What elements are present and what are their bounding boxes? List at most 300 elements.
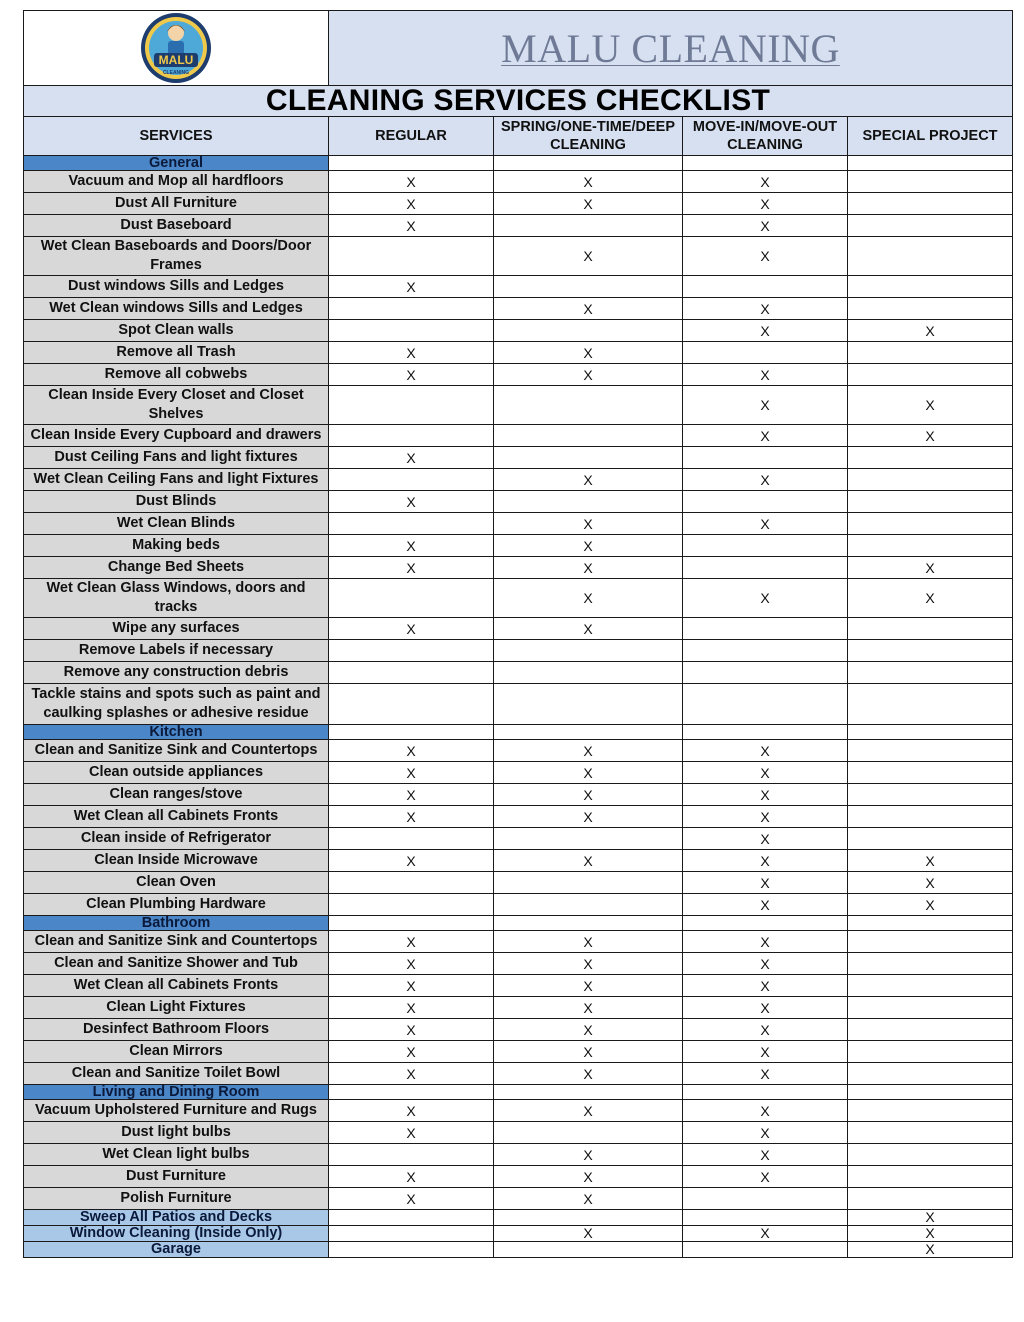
- service-name: Wet Clean all Cabinets Fronts: [24, 975, 329, 997]
- service-name: Wet Clean all Cabinets Fronts: [24, 806, 329, 828]
- service-name: Wipe any surfaces: [24, 618, 329, 640]
- table-row: [24, 684, 1013, 725]
- mark-cell-regular: [329, 872, 494, 894]
- mark-cell-regular: X: [329, 1041, 494, 1063]
- table-row: [24, 1019, 1013, 1041]
- table-row: [24, 298, 1013, 320]
- mark-cell-move-in-out: [683, 640, 848, 662]
- mark-cell-special-project: [848, 469, 1013, 491]
- mark-cell-move-in-out: X: [683, 298, 848, 320]
- mark-cell-special-project: [848, 997, 1013, 1019]
- page-title: CLEANING SERVICES CHECKLIST: [24, 86, 1013, 117]
- mark-cell-regular: [329, 684, 494, 725]
- mark-cell-deep-cleaning: [494, 1122, 683, 1144]
- table-row: [24, 872, 1013, 894]
- mark-cell-move-in-out: X: [683, 215, 848, 237]
- table-row: [24, 784, 1013, 806]
- service-name: Dust Baseboard: [24, 215, 329, 237]
- mark-cell-move-in-out: X: [683, 953, 848, 975]
- mark-cell-deep-cleaning: X: [494, 1226, 683, 1242]
- service-name: Remove all Trash: [24, 342, 329, 364]
- table-row: [24, 1041, 1013, 1063]
- mark-cell-deep-cleaning: X: [494, 1063, 683, 1085]
- section-header-row: [24, 1085, 1013, 1100]
- table-row: [24, 171, 1013, 193]
- mark-cell-special-project: X: [848, 557, 1013, 579]
- table-row: [24, 491, 1013, 513]
- mark-cell-special-project: X: [848, 894, 1013, 916]
- mark-cell-deep-cleaning: X: [494, 850, 683, 872]
- mark-cell-deep-cleaning: [494, 320, 683, 342]
- service-name: Clean Inside Every Cupboard and drawers: [24, 425, 329, 447]
- mark-cell-special-project: [848, 784, 1013, 806]
- mark-cell-move-in-out: X: [683, 762, 848, 784]
- mark-cell-regular: X: [329, 1188, 494, 1210]
- mark-cell-regular: X: [329, 447, 494, 469]
- mark-cell-regular: X: [329, 1100, 494, 1122]
- mark-cell-deep-cleaning: [494, 640, 683, 662]
- mark-cell-deep-cleaning: X: [494, 342, 683, 364]
- mark-cell-special-project: X: [848, 386, 1013, 425]
- service-name: Clean Plumbing Hardware: [24, 894, 329, 916]
- mark-cell-special-project: [848, 916, 1013, 931]
- mark-cell-move-in-out: [683, 1085, 848, 1100]
- mark-cell-regular: X: [329, 740, 494, 762]
- mark-cell-deep-cleaning: [494, 725, 683, 740]
- mark-cell-regular: [329, 237, 494, 276]
- mark-cell-special-project: [848, 364, 1013, 386]
- mark-cell-move-in-out: [683, 447, 848, 469]
- service-name: Clean and Sanitize Sink and Countertops: [24, 931, 329, 953]
- table-row: [24, 1226, 1013, 1242]
- service-name: Clean Inside Every Closet and Closet Shelves: [24, 386, 329, 425]
- mark-cell-move-in-out: [683, 1242, 848, 1258]
- mark-cell-regular: X: [329, 491, 494, 513]
- mark-cell-move-in-out: X: [683, 1226, 848, 1242]
- service-name: Remove Labels if necessary: [24, 640, 329, 662]
- service-name: Window Cleaning (Inside Only): [24, 1226, 329, 1242]
- mark-cell-deep-cleaning: X: [494, 469, 683, 491]
- mark-cell-deep-cleaning: [494, 1242, 683, 1258]
- mark-cell-regular: [329, 640, 494, 662]
- mark-cell-regular: [329, 1144, 494, 1166]
- section-title: General: [24, 156, 329, 171]
- mark-cell-regular: [329, 425, 494, 447]
- mark-cell-move-in-out: X: [683, 1166, 848, 1188]
- mark-cell-special-project: [848, 1085, 1013, 1100]
- service-name: Dust light bulbs: [24, 1122, 329, 1144]
- mark-cell-deep-cleaning: [494, 276, 683, 298]
- mark-cell-special-project: [848, 1019, 1013, 1041]
- mark-cell-move-in-out: X: [683, 806, 848, 828]
- mark-cell-deep-cleaning: [494, 828, 683, 850]
- table-row: [24, 931, 1013, 953]
- mark-cell-deep-cleaning: [494, 684, 683, 725]
- table-row: [24, 386, 1013, 425]
- mark-cell-special-project: [848, 171, 1013, 193]
- table-row: [24, 828, 1013, 850]
- service-name: Clean inside of Refrigerator: [24, 828, 329, 850]
- mark-cell-move-in-out: [683, 491, 848, 513]
- mark-cell-special-project: [848, 447, 1013, 469]
- service-name: Wet Clean Ceiling Fans and light Fixtures: [24, 469, 329, 491]
- mark-cell-special-project: X: [848, 1242, 1013, 1258]
- section-header-row: [24, 156, 1013, 171]
- mark-cell-regular: X: [329, 364, 494, 386]
- mark-cell-regular: X: [329, 784, 494, 806]
- mark-cell-regular: [329, 916, 494, 931]
- service-name: Remove any construction debris: [24, 662, 329, 684]
- service-name: Clean Mirrors: [24, 1041, 329, 1063]
- mark-cell-deep-cleaning: X: [494, 975, 683, 997]
- service-name: Garage: [24, 1242, 329, 1258]
- mark-cell-move-in-out: X: [683, 1041, 848, 1063]
- mark-cell-move-in-out: X: [683, 425, 848, 447]
- table-row: [24, 1122, 1013, 1144]
- mark-cell-move-in-out: X: [683, 828, 848, 850]
- service-name: Sweep All Patios and Decks: [24, 1210, 329, 1226]
- mark-cell-regular: [329, 579, 494, 618]
- section-header-row: [24, 725, 1013, 740]
- mark-cell-deep-cleaning: X: [494, 1019, 683, 1041]
- mark-cell-regular: [329, 828, 494, 850]
- table-row: [24, 640, 1013, 662]
- service-name: Wet Clean Baseboards and Doors/Door Frames: [24, 237, 329, 276]
- company-logo: [136, 11, 216, 85]
- mark-cell-move-in-out: X: [683, 1100, 848, 1122]
- mark-cell-regular: [329, 320, 494, 342]
- mark-cell-deep-cleaning: X: [494, 806, 683, 828]
- table-row: [24, 762, 1013, 784]
- mark-cell-deep-cleaning: X: [494, 997, 683, 1019]
- table-row: [24, 364, 1013, 386]
- mark-cell-regular: X: [329, 931, 494, 953]
- table-row: [24, 342, 1013, 364]
- mark-cell-regular: [329, 1226, 494, 1242]
- mark-cell-regular: X: [329, 618, 494, 640]
- mark-cell-move-in-out: X: [683, 171, 848, 193]
- mark-cell-special-project: [848, 156, 1013, 171]
- mark-cell-special-project: X: [848, 1210, 1013, 1226]
- table-row: [24, 447, 1013, 469]
- mark-cell-regular: X: [329, 997, 494, 1019]
- mark-cell-regular: X: [329, 1166, 494, 1188]
- service-name: Wet Clean Blinds: [24, 513, 329, 535]
- mark-cell-regular: [329, 298, 494, 320]
- checklist-table: [23, 10, 1013, 1258]
- mark-cell-special-project: X: [848, 1226, 1013, 1242]
- mark-cell-special-project: [848, 513, 1013, 535]
- mark-cell-deep-cleaning: X: [494, 1144, 683, 1166]
- mark-cell-move-in-out: [683, 684, 848, 725]
- mark-cell-regular: X: [329, 1122, 494, 1144]
- table-row: [24, 740, 1013, 762]
- mark-cell-regular: [329, 725, 494, 740]
- service-name: Wet Clean windows Sills and Ledges: [24, 298, 329, 320]
- service-name: Clean ranges/stove: [24, 784, 329, 806]
- mark-cell-regular: [329, 469, 494, 491]
- mark-cell-special-project: [848, 237, 1013, 276]
- mark-cell-special-project: [848, 215, 1013, 237]
- brand-title: MALU CLEANING: [501, 25, 840, 71]
- mark-cell-deep-cleaning: X: [494, 1100, 683, 1122]
- mark-cell-regular: [329, 662, 494, 684]
- mark-cell-deep-cleaning: [494, 1210, 683, 1226]
- table-row: [24, 276, 1013, 298]
- mark-cell-special-project: [848, 535, 1013, 557]
- mark-cell-special-project: X: [848, 320, 1013, 342]
- mark-cell-deep-cleaning: X: [494, 513, 683, 535]
- mark-cell-regular: X: [329, 535, 494, 557]
- mark-cell-move-in-out: X: [683, 513, 848, 535]
- table-row: [24, 806, 1013, 828]
- mark-cell-special-project: [848, 828, 1013, 850]
- mark-cell-special-project: [848, 276, 1013, 298]
- mark-cell-move-in-out: X: [683, 931, 848, 953]
- mark-cell-deep-cleaning: X: [494, 171, 683, 193]
- service-name: Polish Furniture: [24, 1188, 329, 1210]
- mark-cell-deep-cleaning: X: [494, 535, 683, 557]
- mark-cell-deep-cleaning: X: [494, 557, 683, 579]
- mark-cell-deep-cleaning: X: [494, 298, 683, 320]
- service-name: Spot Clean walls: [24, 320, 329, 342]
- service-name: Tackle stains and spots such as paint and caulking splashes or adhesive residue: [24, 684, 329, 725]
- section-title: Kitchen: [24, 725, 329, 740]
- mark-cell-special-project: [848, 684, 1013, 725]
- table-row: [24, 193, 1013, 215]
- table-row: [24, 237, 1013, 276]
- mark-cell-deep-cleaning: [494, 447, 683, 469]
- service-name: Dust windows Sills and Ledges: [24, 276, 329, 298]
- checklist-sheet: [23, 10, 1012, 1258]
- brand-cell: [329, 11, 1013, 86]
- service-name: Clean Oven: [24, 872, 329, 894]
- mark-cell-regular: [329, 156, 494, 171]
- mark-cell-deep-cleaning: X: [494, 953, 683, 975]
- mark-cell-deep-cleaning: X: [494, 784, 683, 806]
- service-name: Dust Furniture: [24, 1166, 329, 1188]
- mark-cell-regular: [329, 1210, 494, 1226]
- mark-cell-special-project: [848, 953, 1013, 975]
- svg-text:CLEANING: CLEANING: [162, 70, 190, 76]
- mark-cell-regular: [329, 513, 494, 535]
- mark-cell-special-project: [848, 725, 1013, 740]
- mark-cell-special-project: [848, 1188, 1013, 1210]
- table-row: [24, 1242, 1013, 1258]
- mark-cell-special-project: [848, 618, 1013, 640]
- svg-text:MALU: MALU: [158, 53, 194, 67]
- mark-cell-move-in-out: X: [683, 975, 848, 997]
- table-row: [24, 1144, 1013, 1166]
- mark-cell-special-project: X: [848, 850, 1013, 872]
- mark-cell-special-project: [848, 931, 1013, 953]
- table-row: [24, 469, 1013, 491]
- column-header-services: SERVICES: [24, 117, 329, 156]
- mark-cell-regular: [329, 386, 494, 425]
- section-title: Bathroom: [24, 916, 329, 931]
- mark-cell-deep-cleaning: X: [494, 237, 683, 276]
- logo-cell: [24, 11, 329, 86]
- service-name: Vacuum and Mop all hardfloors: [24, 171, 329, 193]
- table-row: [24, 320, 1013, 342]
- column-header-move-in-out: MOVE-IN/MOVE-OUT CLEANING: [683, 117, 848, 156]
- mark-cell-special-project: [848, 193, 1013, 215]
- mark-cell-move-in-out: X: [683, 1122, 848, 1144]
- mark-cell-move-in-out: X: [683, 997, 848, 1019]
- mark-cell-move-in-out: [683, 557, 848, 579]
- service-name: Clean and Sanitize Sink and Countertops: [24, 740, 329, 762]
- mark-cell-regular: X: [329, 193, 494, 215]
- mark-cell-regular: X: [329, 342, 494, 364]
- mark-cell-special-project: [848, 662, 1013, 684]
- mark-cell-move-in-out: X: [683, 364, 848, 386]
- column-header-regular: REGULAR: [329, 117, 494, 156]
- mark-cell-deep-cleaning: X: [494, 762, 683, 784]
- mark-cell-regular: X: [329, 806, 494, 828]
- mark-cell-move-in-out: X: [683, 894, 848, 916]
- mark-cell-move-in-out: [683, 618, 848, 640]
- mark-cell-move-in-out: [683, 535, 848, 557]
- mark-cell-regular: [329, 1085, 494, 1100]
- mark-cell-special-project: X: [848, 872, 1013, 894]
- table-row: [24, 425, 1013, 447]
- service-name: Clean and Sanitize Toilet Bowl: [24, 1063, 329, 1085]
- mark-cell-move-in-out: X: [683, 784, 848, 806]
- mark-cell-regular: [329, 894, 494, 916]
- mark-cell-deep-cleaning: X: [494, 618, 683, 640]
- service-name: Making beds: [24, 535, 329, 557]
- service-name: Dust Blinds: [24, 491, 329, 513]
- table-row: [24, 1188, 1013, 1210]
- mark-cell-regular: X: [329, 171, 494, 193]
- mark-cell-regular: X: [329, 1019, 494, 1041]
- table-row: [24, 850, 1013, 872]
- mark-cell-special-project: [848, 298, 1013, 320]
- mark-cell-move-in-out: X: [683, 872, 848, 894]
- mark-cell-regular: X: [329, 557, 494, 579]
- mark-cell-special-project: [848, 342, 1013, 364]
- mark-cell-move-in-out: [683, 1188, 848, 1210]
- mark-cell-move-in-out: [683, 916, 848, 931]
- mark-cell-regular: X: [329, 953, 494, 975]
- service-name: Clean outside appliances: [24, 762, 329, 784]
- mark-cell-regular: X: [329, 850, 494, 872]
- service-name: Clean Light Fixtures: [24, 997, 329, 1019]
- mark-cell-special-project: X: [848, 579, 1013, 618]
- table-row: [24, 953, 1013, 975]
- mark-cell-special-project: [848, 1144, 1013, 1166]
- mark-cell-deep-cleaning: X: [494, 1166, 683, 1188]
- service-name: Remove all cobwebs: [24, 364, 329, 386]
- table-row: [24, 997, 1013, 1019]
- mark-cell-move-in-out: X: [683, 579, 848, 618]
- mark-cell-deep-cleaning: X: [494, 1188, 683, 1210]
- mark-cell-deep-cleaning: [494, 1085, 683, 1100]
- mark-cell-move-in-out: X: [683, 1019, 848, 1041]
- mark-cell-deep-cleaning: [494, 872, 683, 894]
- table-row: [24, 1210, 1013, 1226]
- mark-cell-deep-cleaning: [494, 491, 683, 513]
- mark-cell-special-project: X: [848, 425, 1013, 447]
- table-row: [24, 215, 1013, 237]
- mark-cell-deep-cleaning: [494, 215, 683, 237]
- mark-cell-regular: X: [329, 215, 494, 237]
- column-header-row: [24, 117, 1013, 156]
- mark-cell-regular: X: [329, 1063, 494, 1085]
- service-name: Wet Clean Glass Windows, doors and tracks: [24, 579, 329, 618]
- mark-cell-special-project: [848, 806, 1013, 828]
- mark-cell-move-in-out: X: [683, 320, 848, 342]
- mark-cell-move-in-out: [683, 156, 848, 171]
- mark-cell-special-project: [848, 975, 1013, 997]
- table-row: [24, 557, 1013, 579]
- table-row: [24, 975, 1013, 997]
- mark-cell-move-in-out: X: [683, 469, 848, 491]
- column-header-deep-cleaning: SPRING/ONE-TIME/DEEP CLEANING: [494, 117, 683, 156]
- mark-cell-move-in-out: [683, 1210, 848, 1226]
- mark-cell-move-in-out: [683, 342, 848, 364]
- service-name: Clean Inside Microwave: [24, 850, 329, 872]
- table-row: [24, 579, 1013, 618]
- mark-cell-deep-cleaning: X: [494, 740, 683, 762]
- section-title: Living and Dining Room: [24, 1085, 329, 1100]
- service-name: Dust All Furniture: [24, 193, 329, 215]
- mark-cell-special-project: [848, 1100, 1013, 1122]
- mark-cell-deep-cleaning: [494, 425, 683, 447]
- mark-cell-move-in-out: X: [683, 193, 848, 215]
- table-row: [24, 1166, 1013, 1188]
- mark-cell-special-project: [848, 1041, 1013, 1063]
- mark-cell-move-in-out: X: [683, 1063, 848, 1085]
- service-name: Dust Ceiling Fans and light fixtures: [24, 447, 329, 469]
- service-name: Change Bed Sheets: [24, 557, 329, 579]
- mark-cell-move-in-out: X: [683, 850, 848, 872]
- table-row: [24, 1100, 1013, 1122]
- mark-cell-move-in-out: [683, 662, 848, 684]
- mark-cell-regular: X: [329, 975, 494, 997]
- mark-cell-regular: X: [329, 762, 494, 784]
- mark-cell-deep-cleaning: X: [494, 364, 683, 386]
- mark-cell-special-project: [848, 491, 1013, 513]
- table-row: [24, 894, 1013, 916]
- mark-cell-move-in-out: X: [683, 740, 848, 762]
- mark-cell-regular: [329, 1242, 494, 1258]
- mark-cell-deep-cleaning: X: [494, 1041, 683, 1063]
- mark-cell-deep-cleaning: X: [494, 193, 683, 215]
- mark-cell-deep-cleaning: [494, 894, 683, 916]
- mark-cell-special-project: [848, 1166, 1013, 1188]
- mark-cell-move-in-out: X: [683, 386, 848, 425]
- mark-cell-special-project: [848, 640, 1013, 662]
- service-name: Clean and Sanitize Shower and Tub: [24, 953, 329, 975]
- table-row: [24, 513, 1013, 535]
- mark-cell-deep-cleaning: [494, 916, 683, 931]
- mark-cell-move-in-out: [683, 725, 848, 740]
- service-name: Desinfect Bathroom Floors: [24, 1019, 329, 1041]
- service-name: Vacuum Upholstered Furniture and Rugs: [24, 1100, 329, 1122]
- table-row: [24, 535, 1013, 557]
- mark-cell-special-project: [848, 1063, 1013, 1085]
- service-name: Wet Clean light bulbs: [24, 1144, 329, 1166]
- mark-cell-deep-cleaning: [494, 386, 683, 425]
- column-header-special-project: SPECIAL PROJECT: [848, 117, 1013, 156]
- mark-cell-move-in-out: [683, 276, 848, 298]
- mark-cell-deep-cleaning: X: [494, 579, 683, 618]
- mark-cell-deep-cleaning: [494, 662, 683, 684]
- mark-cell-special-project: [848, 762, 1013, 784]
- table-row: [24, 618, 1013, 640]
- table-row: [24, 662, 1013, 684]
